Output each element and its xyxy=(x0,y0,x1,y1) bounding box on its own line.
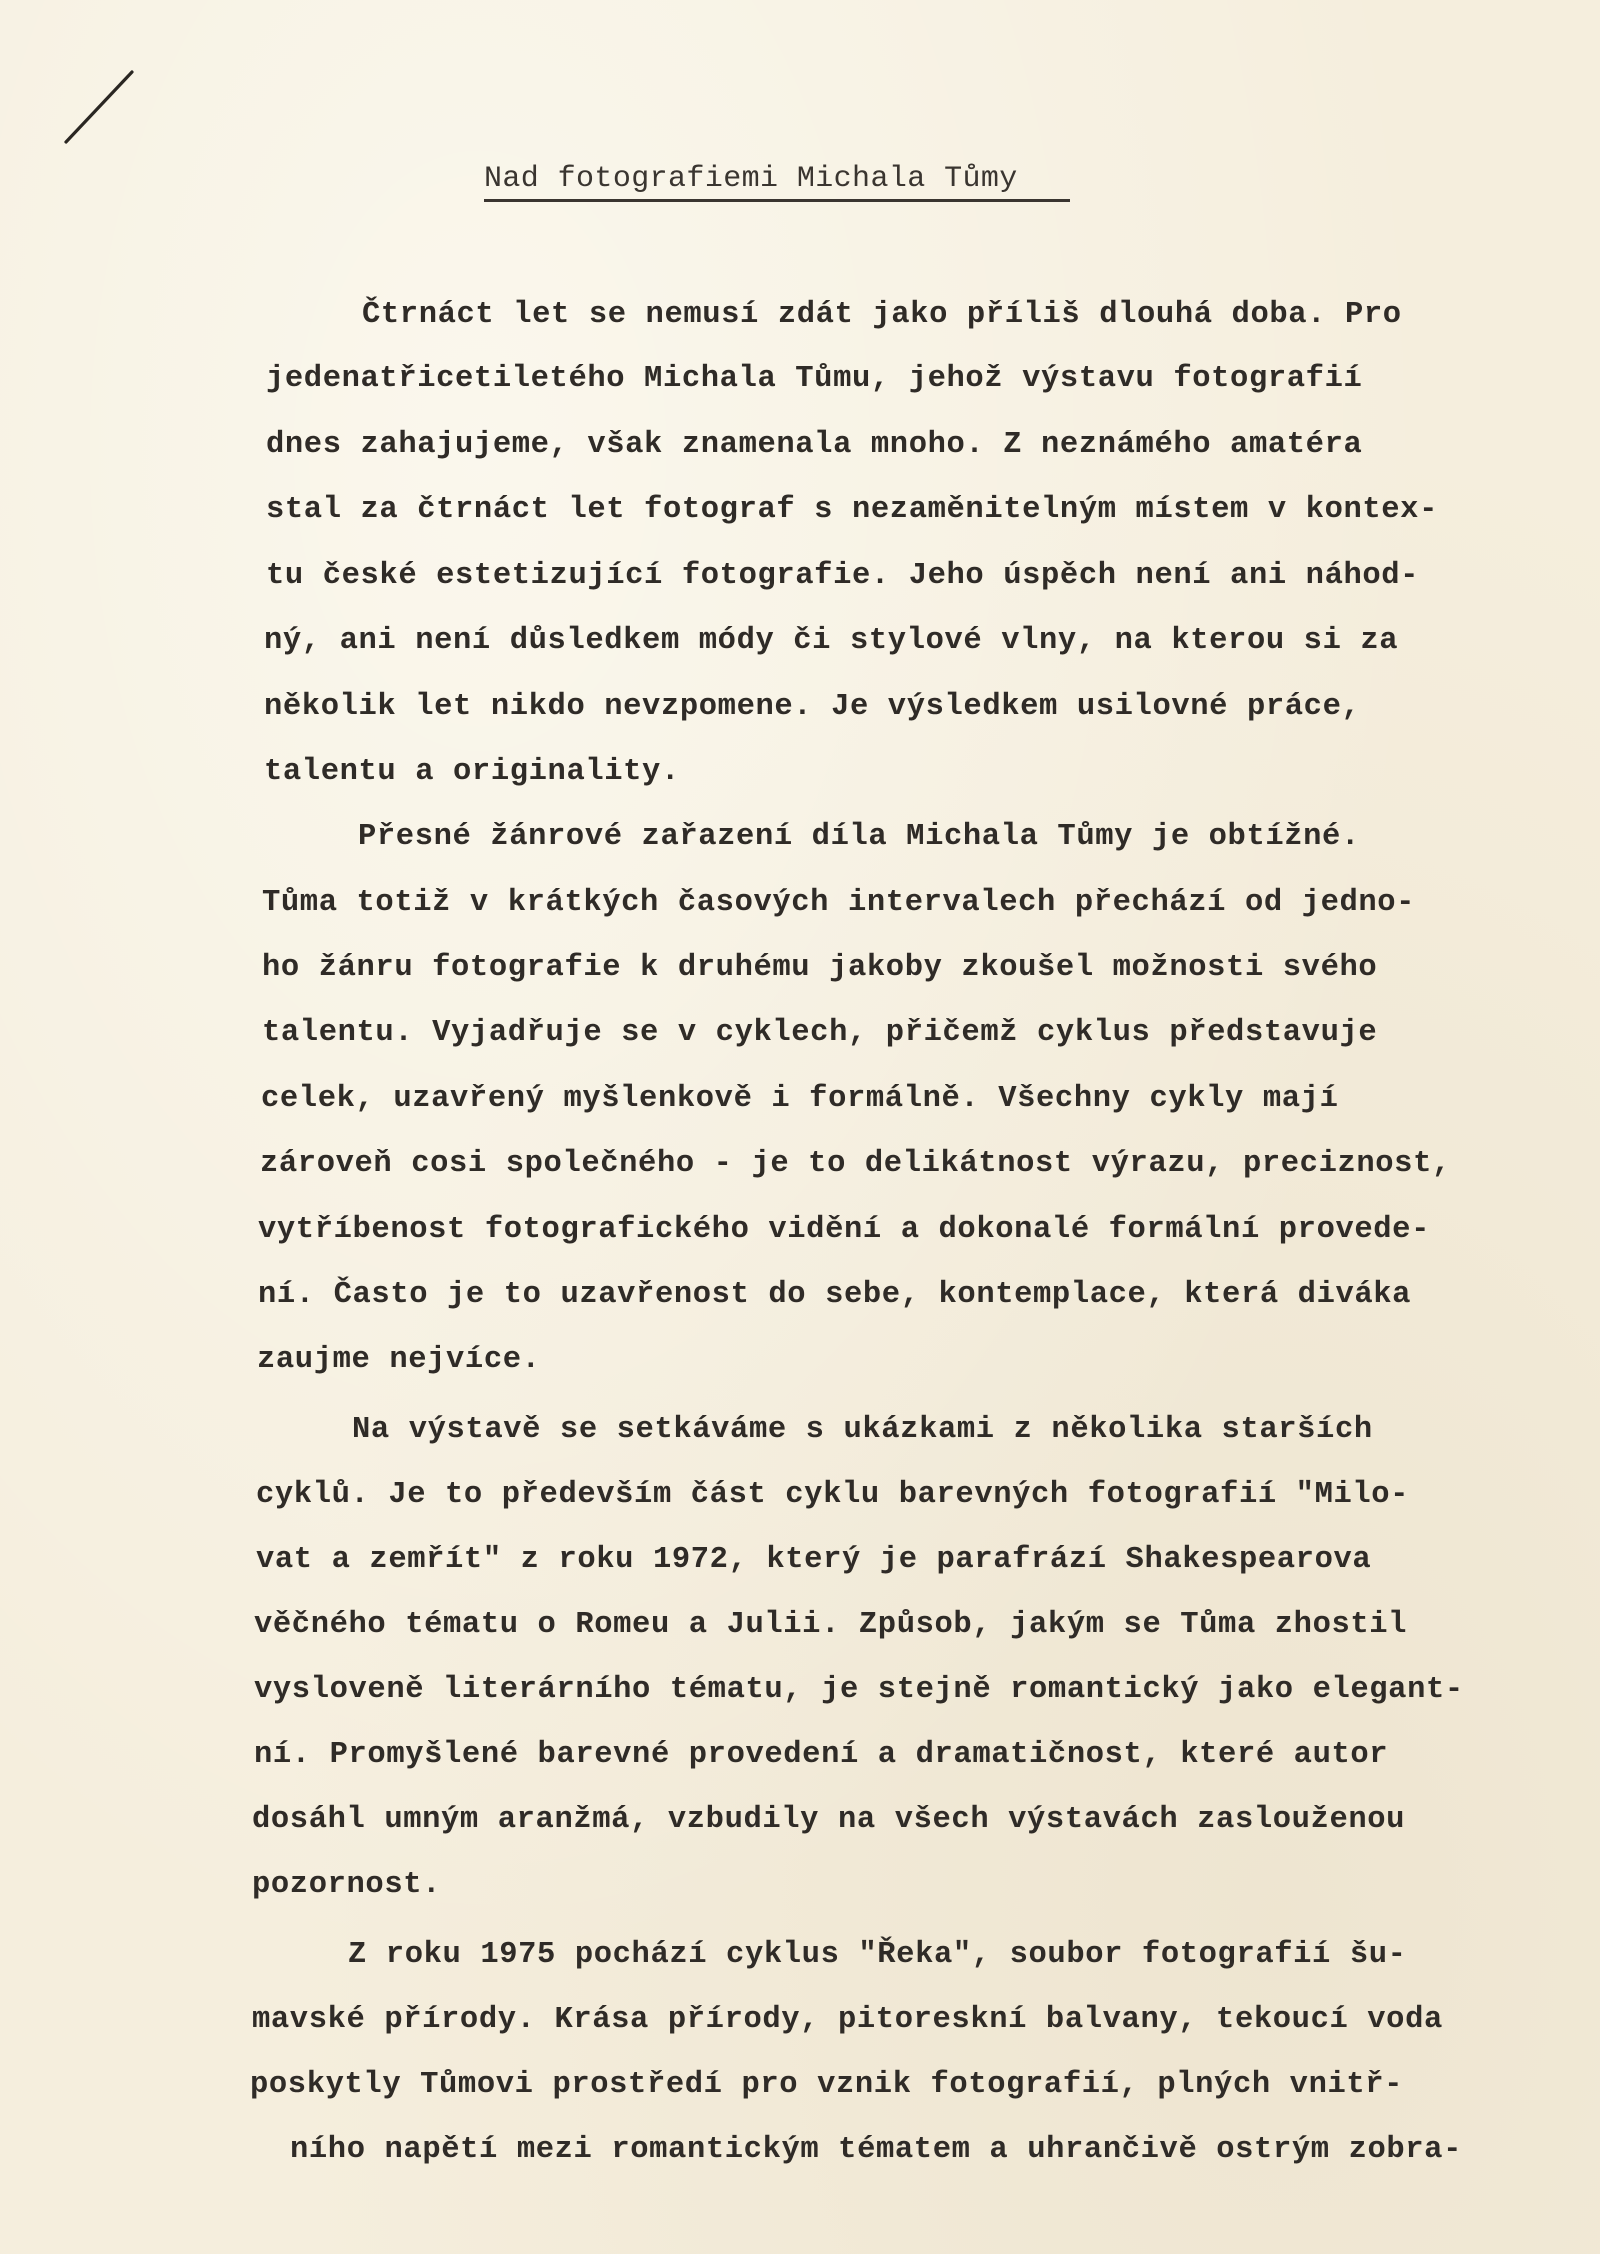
title-underline xyxy=(484,199,1070,202)
text-line: talentu a originality. xyxy=(264,755,680,789)
text-line: věčného tématu o Romeu a Julii. Způsob, jakým se Tůma zhostil xyxy=(254,1608,1408,1642)
text-line: tu české estetizující fotografie. Jeho úspěch není ani náhod- xyxy=(266,559,1420,593)
text-line: ní. Promyšlené barevné provedení a dramatičnost, které autor xyxy=(254,1738,1389,1772)
text-line: talentu. Vyjadřuje se v cyklech, přičemž cyklus představuje xyxy=(262,1016,1378,1050)
text-line: stal za čtrnáct let fotograf s nezaměnitelným místem v kontex- xyxy=(266,493,1438,527)
text-line: několik let nikdo nevzpomene. Je výsledkem usilovné práce, xyxy=(264,690,1361,724)
text-line: ný, ani není důsledkem módy či stylové vlny, na kterou si za xyxy=(264,624,1399,658)
text-line: Z roku 1975 pochází cyklus "Řeka", soubor fotografií šu- xyxy=(348,1938,1407,1972)
text-line: zaujme nejvíce. xyxy=(257,1343,541,1377)
text-line: zároveň cosi společného - je to delikátnost výrazu, preciznost, xyxy=(260,1147,1451,1181)
pen-stroke-mark xyxy=(62,66,142,146)
text-line: Čtrnáct let se nemusí zdát jako příliš dlouhá doba. Pro xyxy=(362,298,1402,332)
text-line: poskytly Tůmovi prostředí pro vznik fotografií, plných vnitř- xyxy=(250,2068,1404,2102)
text-line: ního napětí mezi romantickým tématem a uhrančivě ostrým zobra- xyxy=(290,2133,1462,2167)
text-line: Na výstavě se setkáváme s ukázkami z několika starších xyxy=(352,1413,1373,1447)
text-line: cyklů. Je to především část cyklu barevných fotografií "Milo- xyxy=(256,1478,1410,1512)
text-line: ní. Často je to uzavřenost do sebe, kontemplace, která diváka xyxy=(258,1278,1412,1312)
text-line: dosáhl umným aranžmá, vzbudily na všech výstavách zaslouženou xyxy=(252,1803,1406,1837)
text-line: pozornost. xyxy=(252,1868,442,1902)
text-line: ho žánru fotografie k druhému jakoby zkoušel možnosti svého xyxy=(262,951,1378,985)
text-line: dnes zahajujeme, však znamenala mnoho. Z neznámého amatéra xyxy=(266,428,1363,462)
text-line: vytříbenost fotografického vidění a dokonalé formální provede- xyxy=(258,1213,1430,1247)
text-line: celek, uzavřený myšlenkově i formálně. Všechny cykly mají xyxy=(261,1082,1339,1116)
text-line: vat a zemřít" z roku 1972, který je parafrází Shakespearova xyxy=(256,1543,1372,1577)
text-line: Přesné žánrové zařazení díla Michala Tůmy je obtížné. xyxy=(358,820,1360,854)
text-line: jedenatřicetiletého Michala Tůmu, jehož výstavu fotografií xyxy=(266,362,1363,396)
text-line: Tůma totiž v krátkých časových intervalech přechází od jedno- xyxy=(262,886,1416,920)
page-title: Nad fotografiemi Michala Tůmy xyxy=(484,162,1018,196)
text-line: vysloveně literárního tématu, je stejně romantický jako elegant- xyxy=(254,1673,1464,1707)
text-line: mavské přírody. Krása přírody, pitoreskní balvany, tekoucí voda xyxy=(252,2003,1443,2037)
